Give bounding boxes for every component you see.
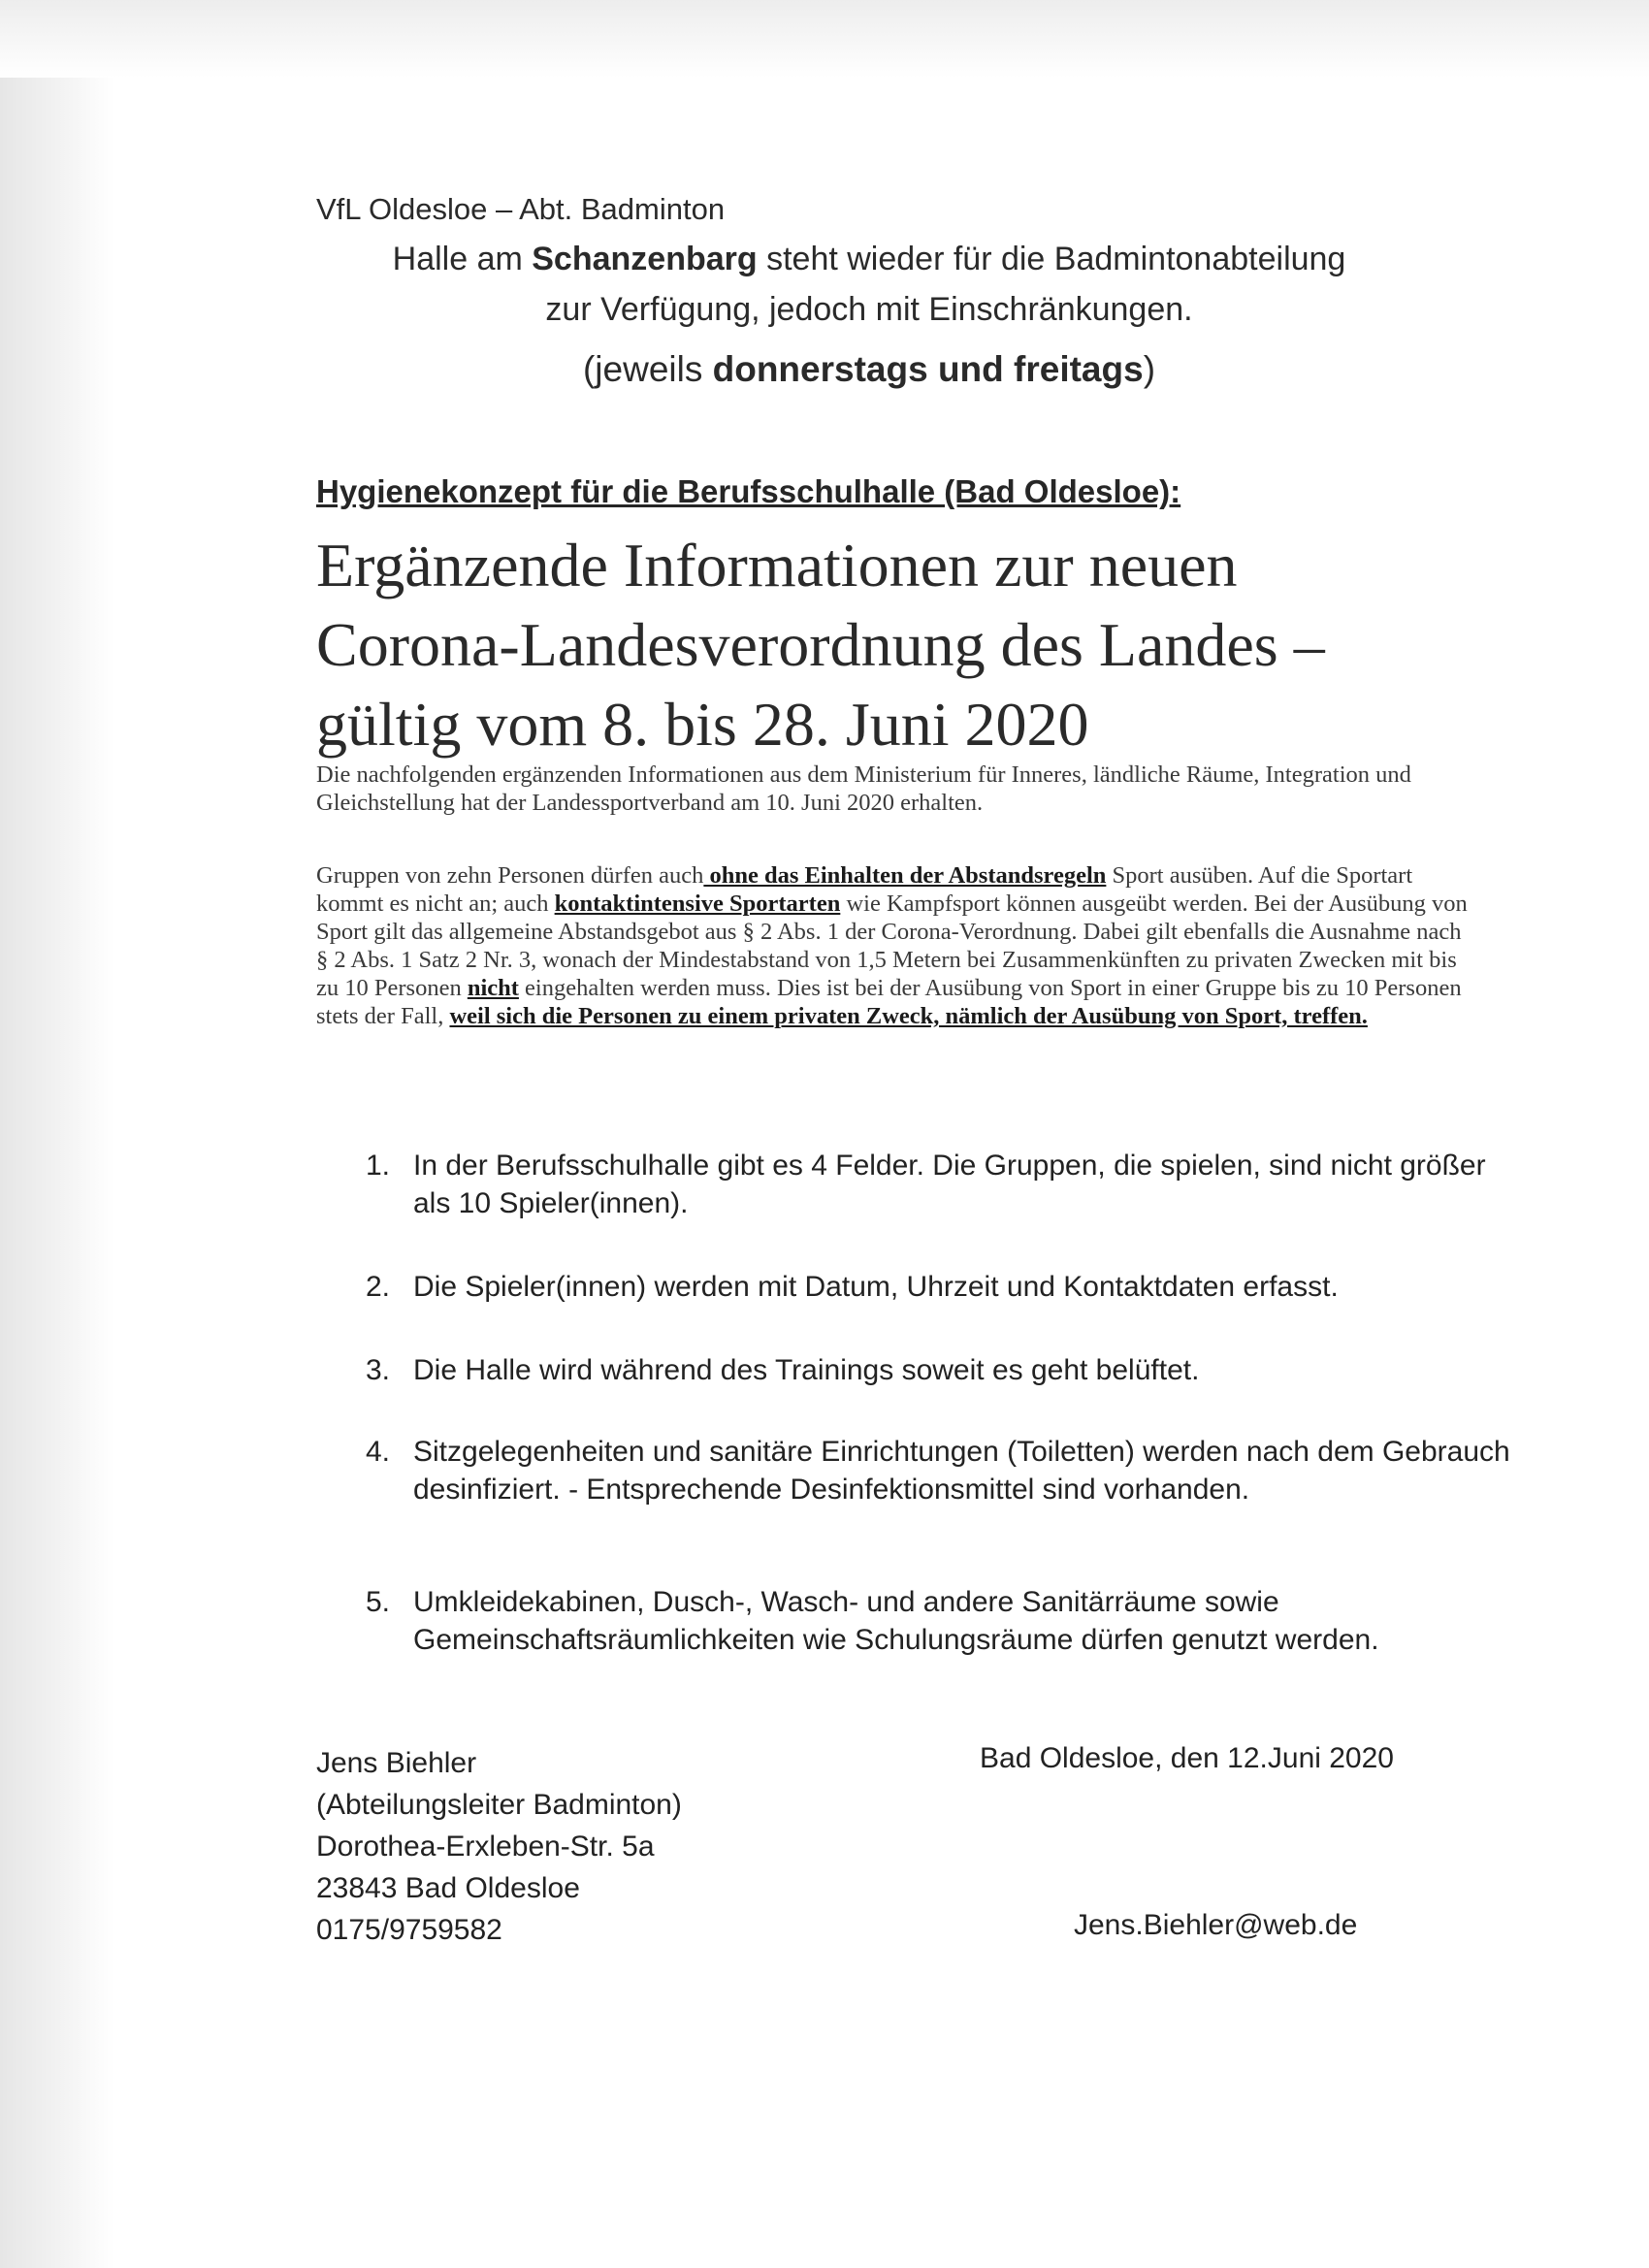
list-number: 3.: [365, 1354, 390, 1386]
signature-name: Jens Biehler: [316, 1747, 477, 1779]
signature-phone: 0175/9759582: [316, 1914, 502, 1946]
signature-city: 23843 Bad Oldesloe: [316, 1872, 580, 1904]
scan-shadow-left: [0, 0, 114, 2268]
title-line-1: Ergänzende Informationen zur neuen: [316, 531, 1238, 599]
signature-street: Dorothea-Erxleben-Str. 5a: [316, 1831, 655, 1863]
signature-role: (Abteilungsleiter Badminton): [316, 1789, 682, 1821]
list-number: 2.: [365, 1271, 390, 1303]
scan-shadow-top: [0, 0, 1649, 78]
title-line-3: gültig vom 8. bis 28. Juni 2020: [316, 690, 1089, 759]
rules-paragraph: Gruppen von zehn Personen dürfen auch ohne das Einhalten der Abstandsregeln Sport ausüben. Auf die Sportart kommt es nicht an; auch kontaktintensive Sportarten wie Kampfsport können ausgeübt werden. Bei der Ausübung von Sport gilt das allgemeine Abstandsgebot aus § 2 Abs. 1 der Corona-Verordnung. Dabei gilt ebenfalls die Ausnahme nach § 2 Abs. 1 Satz 2 Nr. 3, wonach der Mindestabstand von 1,5 Metern bei Zusammenkünften zu privaten Zwecken mit bis zu 10 Personen nicht eingehalten werden muss. Dies ist bei der Ausübung von Sport in einer Gruppe bis zu 10 Personen stets der Fall, weil sich die Personen zu einem privaten Zweck, nämlich der Ausübung von Sport, treffen.: [316, 862, 1468, 1029]
info-paragraph: Die nachfolgenden ergänzenden Informationen aus dem Ministerium für Inneres, ländliche Räume, Integration und Gleichstellung hat der Landessportverband am 10. Juni 2020 erhalten.: [316, 761, 1411, 816]
club-name: VfL Oldesloe – Abt. Badminton: [316, 192, 726, 226]
list-number: 4.: [365, 1436, 390, 1468]
list-number: 1.: [365, 1150, 390, 1182]
list-text: Sitzgelegenheiten und sanitäre Einrichtungen (Toiletten) werden nach dem Gebrauch desinfiziert. - Entsprechende Desinfektionsmittel sind vorhanden.: [413, 1436, 1510, 1506]
list-text: Umkleidekabinen, Dusch-, Wasch- und andere Sanitärräume sowie Gemeinschaftsräumlichkeiten wie Schulungsräume dürfen genutzt werden.: [413, 1586, 1379, 1656]
intro-line-1: Halle am Schanzenbarg steht wieder für die Badmintonabteilung: [392, 241, 1346, 277]
list-text: Die Spieler(innen) werden mit Datum, Uhrzeit und Kontaktdaten erfasst.: [413, 1271, 1339, 1303]
intro-line-3: (jeweils donnerstags und freitags): [582, 349, 1156, 389]
list-text: In der Berufsschulhalle gibt es 4 Felder. Die Gruppen, die spielen, sind nicht größer als 10 Spieler(innen).: [413, 1150, 1486, 1219]
intro-line-2: zur Verfügung, jedoch mit Einschränkungen.: [545, 291, 1193, 328]
hygiene-heading: Hygienekonzept für die Berufsschulhalle (Bad Oldesloe):: [316, 473, 1181, 509]
email-address: Jens.Biehler@web.de: [1074, 1909, 1358, 1941]
list-text: Die Halle wird während des Trainings soweit es geht belüftet.: [413, 1354, 1200, 1386]
place-date: Bad Oldesloe, den 12.Juni 2020: [980, 1742, 1394, 1774]
list-number: 5.: [365, 1586, 390, 1618]
signature-block: [316, 1742, 682, 1951]
title-line-2: Corona-Landesverordnung des Landes –: [316, 610, 1325, 679]
